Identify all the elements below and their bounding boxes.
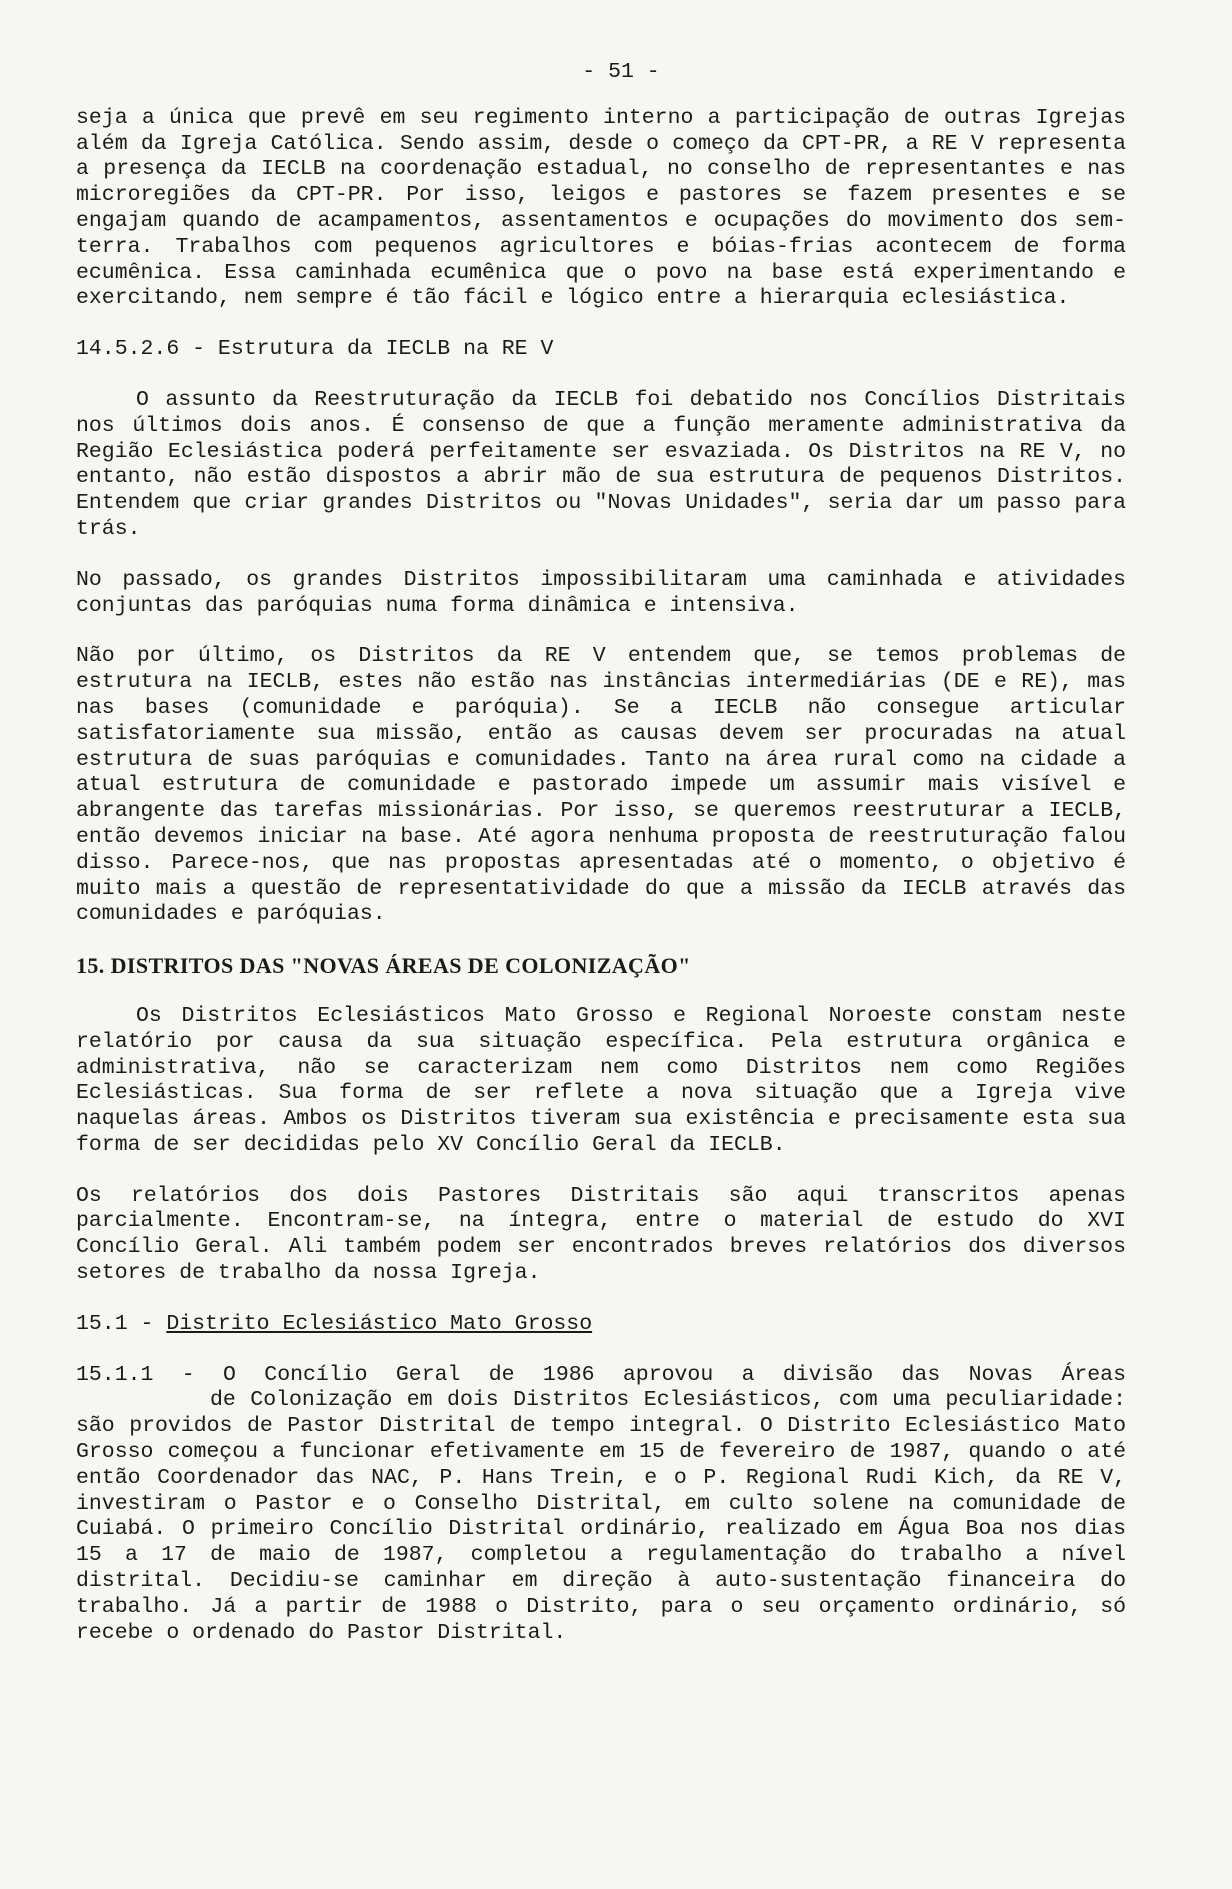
paragraph-15-1-1-first-line: 15.1.1 - O Concílio Geral de 1986 aprovou a divisão das Novas Áreas <box>76 1362 1126 1387</box>
section-title-mato-grosso: Distrito Eclesiástico Mato Grosso <box>166 1311 593 1336</box>
paragraph-cpt-pr: seja a única que prevê em seu regimento interno a participação de outras Igrejas além da Igreja Católica. Sendo assim, desde o começo da CPT-PR, a RE V representa a presença da IECLB na coordenação estadual, no conselho de representantes e nas microregiões da CPT-PR. Por isso, leigos e pastores se fazem presentes e se engajam quando de acampamentos, assentamentos e ocupações do movimento dos sem-terra. Trabalhos com pequenos agricultores e bóias-frias acontecem de forma ecumênica. Essa caminhada ecumênica que o povo na base está experimentando e exercitando, nem sempre é tão fácil e lógico entre a hierarquia eclesiástica. <box>76 105 1126 311</box>
paragraph-reestruturacao: O assunto da Reestruturação da IECLB foi debatido nos Concílios Distritais nos últimos dois anos. É consenso de que a função meramente administrativa da Região Eclesiástica poderá perfeitamente ser esvaziada. Os Distritos na RE V, no entanto, não estão dispostos a abrir mão de sua estrutura de pequenos Distritos. Entendem que criar grandes Distritos ou "Novas Unidades", seria dar um passo para trás. <box>76 387 1126 541</box>
paragraph-relatorios: Os relatórios dos dois Pastores Distritais são aqui transcritos apenas parcialmente. Encontram-se, na íntegra, entre o material de estudo do XVI Concílio Geral. Ali também podem ser encontrados breves relatórios dos diversos setores de trabalho da nossa Igreja. <box>76 1183 1126 1286</box>
page-number: - 51 - <box>582 60 660 84</box>
document-page <box>76 60 1126 1646</box>
paragraph-distritos-eclesiasticos: Os Distritos Eclesiásticos Mato Grosso e Regional Noroeste constam neste relatório por causa da sua situação específica. Pela estrutura orgânica e administrativa, não se caracterizam nem como Distritos nem como Regiões Eclesiásticas. Sua forma de ser reflete a nova situação que a Igreja vive naquelas áreas. Ambos os Distritos tiveram sua existência e precisamente esta sua forma de ser decididas pelo XV Concílio Geral da IECLB. <box>76 1003 1126 1157</box>
section-heading-15: 15. DISTRITOS DAS "NOVAS ÁREAS DE COLONIZAÇÃO" <box>76 953 691 979</box>
section-number-15-1: 15.1 - <box>76 1311 167 1336</box>
paragraph-15-1-1-body: de Colonização em dois Distritos Eclesiásticos, com uma peculiaridade: são providos de Pastor Distrital de tempo integral. O Distrito Eclesiástico Mato Grosso começou a funcionar efetivamente em 15 de fevereiro de 1987, quando o até então Coordenador das NAC, P. Hans Trein, e o P. Regional Rudi Kich, da RE V, investiram o Pastor e o Conselho Distrital, em culto solene na comunidade de Cuiabá. O primeiro Concílio Distrital ordinário, realizado em Água Boa nos dias 15 a 17 de maio de 1987, completou a regulamentação do trabalho a nível distrital. Decidiu-se caminhar em direção à auto-sustentação financeira do trabalho. Já a partir de 1988 o Distrito, para o seu orçamento ordinário, só recebe o ordenado do Pastor Distrital. <box>76 1388 1126 1645</box>
paragraph-nao-por-ultimo: Não por último, os Distritos da RE V entendem que, se temos problemas de estrutura na IECLB, estes não estão nas instâncias intermediárias (DE e RE), mas nas bases (comunidade e paróquia). Se a IECLB não consegue articular satisfatoriamente sua missão, então as causas devem ser procuradas na atual estrutura de suas paróquias e comunidades. Tanto na área rural como na cidade a atual estrutura de comunidade e pastorado impede um assumir mais visível e abrangente das tarefas missionárias. Por isso, se queremos reestruturar a IECLB, então devemos iniciar na base. Até agora nenhuma proposta de reestruturação falou disso. Parece-nos, que nas propostas apresentadas até o momento, o objetivo é muito mais a questão de representatividade do que a missão da IECLB através das comunidades e paróquias. <box>76 644 1126 927</box>
section-heading-15-1 <box>76 1312 1126 1338</box>
paragraph-grandes-distritos: No passado, os grandes Distritos impossibilitaram uma caminhada e atividades conjuntas das paróquias numa forma dinâmica e intensiva. <box>76 567 1126 618</box>
paragraph-15-1-1 <box>76 1363 1126 1647</box>
section-heading-14-5-2-6: 14.5.2.6 - Estrutura da IECLB na RE V <box>76 337 554 362</box>
